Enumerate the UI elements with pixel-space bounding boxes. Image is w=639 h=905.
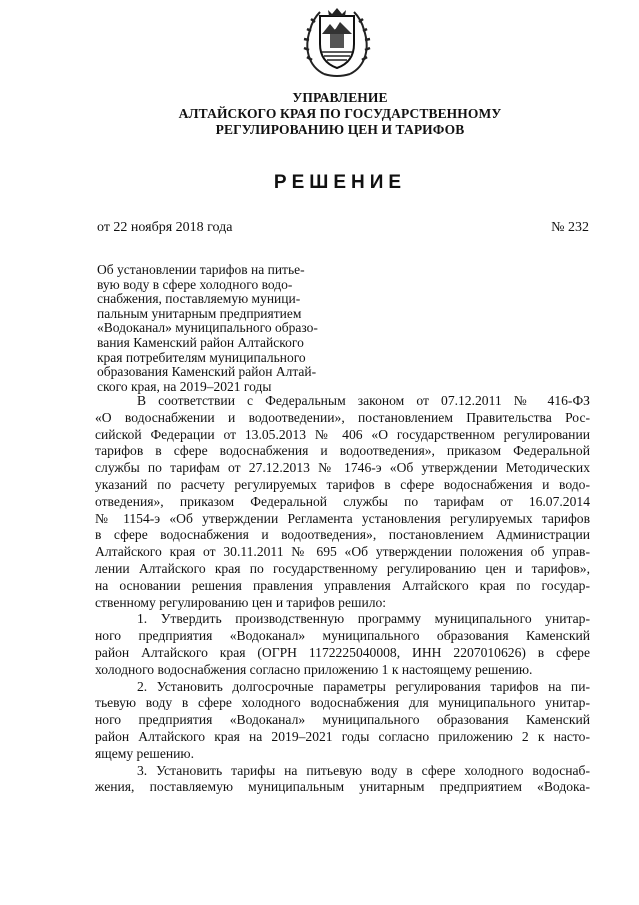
body-line: 2. Установить долгосрочные параметры регулирования тарифов на пи- xyxy=(137,678,590,694)
body-line: службы по тарифам от 27.12.2013 № 1746-э «Об утверждении Методических xyxy=(95,460,590,476)
document-number: № 232 xyxy=(551,220,589,235)
body-line: ного предприятия «Водоканал» муниципального образования Каменский xyxy=(95,712,590,728)
subject-line: Об установлении тарифов на питье- xyxy=(97,262,305,277)
subject-line: образования Каменский район Алтай- xyxy=(97,364,317,380)
body-line: ственному регулированию цен и тарифов решило: xyxy=(95,594,387,610)
body-line: отведения», приказом Федеральной службы по тарифам от 16.07.2014 xyxy=(95,493,590,509)
body-line: ного предприятия «Водоканал» муниципального образования Каменский xyxy=(95,628,590,644)
body-line: лении Алтайского края по государственному регулированию цен и тарифов», xyxy=(95,560,590,576)
subject-line: вую воду в сфере холодного водо- xyxy=(97,276,293,292)
body-line: район Алтайского края на 2019–2021 годы согласно приложению 2 к насто- xyxy=(95,728,590,744)
subject-line: пальным унитарным предприятием xyxy=(97,305,302,321)
body-line: № 1154-э «Об утверждении Регламента установления регулируемых тарифов xyxy=(95,510,590,526)
org-line-1: УПРАВЛЕНИЕ xyxy=(292,90,388,105)
document-subject xyxy=(97,263,377,394)
body-line: указаний по расчету регулируемых тарифов в сфере водоснабжения и водо- xyxy=(95,476,590,492)
body-line: ящему решению. xyxy=(95,745,194,761)
body-line: В соответствии с Федеральным законом от 07.12.2011 № 416-ФЗ xyxy=(137,393,590,408)
body-line: район Алтайского края (ОГРН 1172225040008, ИНН 2207010626) в сфере xyxy=(95,644,590,660)
body-line: «О водоснабжении и водоотведении», постановлением Правительства Рос- xyxy=(95,409,590,425)
body-line: в сфере водоснабжения и водоотведения», постановлением Администрации xyxy=(95,527,590,543)
body-line: 3. Установить тарифы на питьевую воду в сфере холодного водоснаб- xyxy=(137,762,590,778)
body-line: на основании решения правления управления Алтайского края по государ- xyxy=(95,577,590,593)
subject-line: вания Каменский район Алтайского xyxy=(97,334,304,350)
body-line: сийской Федерации от 13.05.2013 № 406 «О государственном регулировании xyxy=(95,426,590,442)
org-line-3: РЕГУЛИРОВАНИЮ ЦЕН И ТАРИФОВ xyxy=(215,122,465,137)
subject-line: «Водоканал» муниципального образо- xyxy=(97,320,318,336)
coat-of-arms-emblem xyxy=(302,4,372,78)
body-line: 1. Утвердить производственную программу муниципального унитар- xyxy=(137,611,590,627)
document-date: от 22 ноября 2018 года xyxy=(97,220,233,235)
org-line-2: АЛТАЙСКОГО КРАЯ ПО ГОСУДАРСТВЕННОМУ xyxy=(178,106,502,121)
document-title: РЕШЕНИЕ xyxy=(273,172,407,193)
body-line: Алтайского края от 30.11.2011 № 695 «Об утверждении положения об управ- xyxy=(95,544,590,560)
subject-line: снабжения, поставляемую муници- xyxy=(97,291,301,307)
body-line: тьевую воду в сфере холодного водоснабжения для муниципального унитар- xyxy=(95,695,590,711)
subject-line: края потребителям муниципального xyxy=(97,349,306,365)
subject-line: ского края, на 2019–2021 годы xyxy=(97,378,272,394)
issuing-organization xyxy=(140,90,540,138)
document-body xyxy=(95,393,590,796)
body-line: жения, поставляемую муниципальным унитарным предприятием «Водока- xyxy=(95,779,590,795)
body-line: тарифов в сфере водоснабжения и водоотведения», приказом Федеральной xyxy=(95,443,590,459)
body-line: холодного водоснабжения согласно приложению 1 к настоящему решению. xyxy=(95,661,533,677)
